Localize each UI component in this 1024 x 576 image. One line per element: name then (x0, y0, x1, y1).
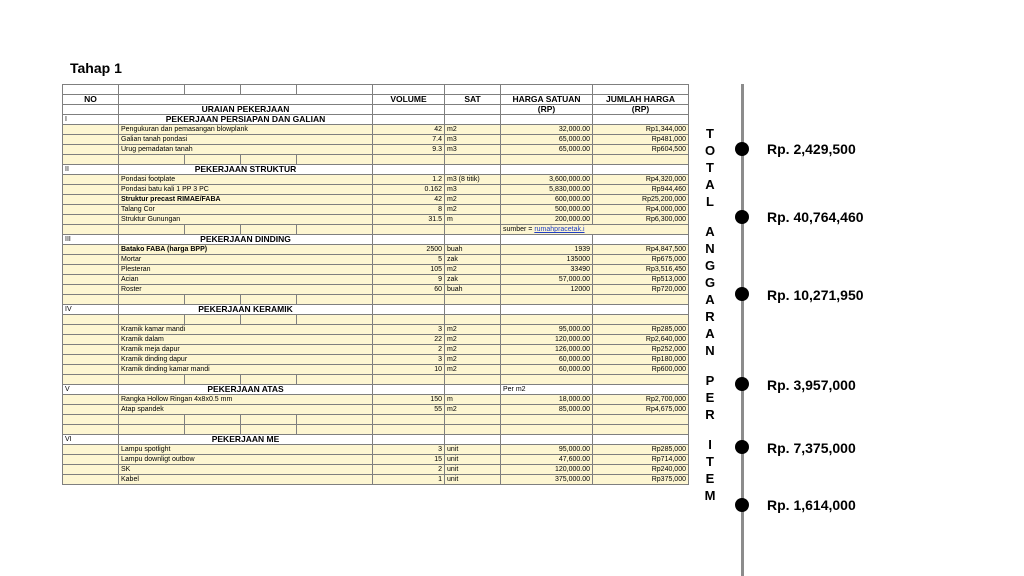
item-volume: 2500 (373, 245, 445, 255)
section-number: VI (63, 435, 119, 445)
total-amount-3: Rp. 10,271,950 (767, 287, 864, 303)
item-unit-price: 1939 (501, 245, 593, 255)
item-description: Kramik kamar mandi (119, 325, 373, 335)
table-row (63, 345, 689, 355)
total-amount-1: Rp. 2,429,500 (767, 141, 856, 157)
table-row (63, 365, 689, 375)
item-unit: zak (445, 275, 501, 285)
vertical-label-letter: O (704, 143, 716, 158)
item-description: Kramik dinding dapur (119, 355, 373, 365)
item-total: Rp252,000 (593, 345, 689, 355)
item-unit: m3 (8 titik) (445, 175, 501, 185)
item-unit-price: 65,000.00 (501, 135, 593, 145)
item-volume: 9 (373, 275, 445, 285)
item-unit: m2 (445, 345, 501, 355)
section-title: PEKERJAAN KERAMIK (119, 305, 373, 315)
item-unit-price: 95,000.00 (501, 325, 593, 335)
table-row (63, 325, 689, 335)
item-volume: 150 (373, 395, 445, 405)
item-unit: m2 (445, 265, 501, 275)
vertical-label-letter (702, 359, 718, 372)
table-row (63, 175, 689, 185)
item-description: Mortar (119, 255, 373, 265)
timeline-dot (735, 498, 749, 512)
vertical-label-letter: T (706, 454, 714, 469)
table-row (63, 405, 689, 415)
table-row (63, 465, 689, 475)
section-row (63, 305, 689, 315)
item-unit: m3 (445, 145, 501, 155)
vertical-label-letter: L (706, 194, 714, 209)
vertical-label-letter: G (704, 275, 716, 290)
vertical-label-letter (702, 210, 718, 223)
item-unit: m2 (445, 405, 501, 415)
table-row (63, 245, 689, 255)
item-total: Rp2,640,000 (593, 335, 689, 345)
timeline-dot (735, 287, 749, 301)
item-volume: 5 (373, 255, 445, 265)
table-row (63, 395, 689, 405)
table-row (63, 475, 689, 485)
item-description: Struktur Gunungan (119, 215, 373, 225)
item-volume: 2 (373, 465, 445, 475)
item-description: Acian (119, 275, 373, 285)
item-unit-price: 32,000.00 (501, 125, 593, 135)
item-unit-price: 135000 (501, 255, 593, 265)
item-unit-price: 120,000.00 (501, 465, 593, 475)
item-unit-price: 60,000.00 (501, 365, 593, 375)
vertical-label-letter: E (705, 390, 715, 405)
item-description: Kramik dinding kamar mandi (119, 365, 373, 375)
item-description: Struktur precast RIMAE/FABA (119, 195, 373, 205)
vertical-label-letter: R (705, 309, 715, 324)
item-total: Rp375,000 (593, 475, 689, 485)
item-description: Plesteran (119, 265, 373, 275)
item-description: Lampu downligt outbow (119, 455, 373, 465)
col-header-jumlah: JUMLAH HARGA (593, 95, 689, 105)
item-unit: zak (445, 255, 501, 265)
vertical-label-letter: N (705, 241, 715, 256)
item-unit: m2 (445, 335, 501, 345)
item-total: Rp285,000 (593, 325, 689, 335)
item-description: Urug pemadatan tanah (119, 145, 373, 155)
table-row (63, 185, 689, 195)
item-volume: 31.5 (373, 215, 445, 225)
item-unit-price: 95,000.00 (501, 445, 593, 455)
table-row (63, 195, 689, 205)
table-row (63, 355, 689, 365)
section-number: III (63, 235, 119, 245)
table-row (63, 455, 689, 465)
section-title: PEKERJAAN ME (119, 435, 373, 445)
section-number: V (63, 385, 119, 395)
vertical-label-letter: A (705, 224, 715, 239)
item-description: Pondasi footplate (119, 175, 373, 185)
item-description: Kramik dalam (119, 335, 373, 345)
page-title: Tahap 1 (70, 60, 122, 76)
item-volume: 55 (373, 405, 445, 415)
vertical-label-letter (702, 423, 718, 436)
header-row (63, 85, 689, 95)
section-title: PEKERJAAN DINDING (119, 235, 373, 245)
table-row (63, 205, 689, 215)
item-total: Rp4,000,000 (593, 205, 689, 215)
item-total: Rp1,344,000 (593, 125, 689, 135)
item-volume: 3 (373, 325, 445, 335)
col-header-no: NO (63, 95, 119, 105)
section-number: II (63, 165, 119, 175)
item-unit: m (445, 215, 501, 225)
source-row (63, 225, 689, 235)
timeline-dot (735, 210, 749, 224)
item-volume: 0.162 (373, 185, 445, 195)
item-description: Galian tanah pondasi (119, 135, 373, 145)
section-row (63, 385, 689, 395)
vertical-label-letter: A (705, 326, 715, 341)
source-link[interactable]: rumahpracetak.i (534, 226, 585, 233)
item-volume: 15 (373, 455, 445, 465)
item-total: Rp944,460 (593, 185, 689, 195)
item-total: Rp25,200,000 (593, 195, 689, 205)
item-volume: 7.4 (373, 135, 445, 145)
section-title: PEKERJAAN ATAS (119, 385, 373, 395)
timeline-dot (735, 142, 749, 156)
section-number: IV (63, 305, 119, 315)
table-row (63, 445, 689, 455)
item-unit-price: 33490 (501, 265, 593, 275)
section-note: Per m2 (501, 385, 593, 395)
vertical-label-letter: I (708, 437, 712, 452)
blank-row (63, 295, 689, 305)
budget-table (62, 84, 688, 536)
item-total: Rp675,000 (593, 255, 689, 265)
table-row (63, 135, 689, 145)
blank-row (63, 155, 689, 165)
item-unit-price: 60,000.00 (501, 355, 593, 365)
header-row (63, 95, 689, 105)
item-description: SK (119, 465, 373, 475)
item-unit-price: 375,000.00 (501, 475, 593, 485)
section-title: PEKERJAAN PERSIAPAN DAN GALIAN (119, 115, 373, 125)
header-row (63, 105, 689, 115)
table-row (63, 255, 689, 265)
item-volume: 8 (373, 205, 445, 215)
vertical-label-letter: G (704, 258, 716, 273)
item-unit: m (445, 395, 501, 405)
item-unit-price: 120,000.00 (501, 335, 593, 345)
vertical-label-letter: A (705, 177, 715, 192)
item-unit-price: 12000 (501, 285, 593, 295)
item-unit: m2 (445, 325, 501, 335)
item-unit-price: 600,000.00 (501, 195, 593, 205)
item-unit-price: 500,000.00 (501, 205, 593, 215)
item-unit: unit (445, 465, 501, 475)
item-volume: 3 (373, 355, 445, 365)
item-total: Rp4,847,500 (593, 245, 689, 255)
item-total: Rp6,300,000 (593, 215, 689, 225)
col-header-harga-unit: (RP) (501, 105, 593, 115)
col-header-uraian: URAIAN PEKERJAAN (119, 105, 373, 115)
item-total: Rp513,000 (593, 275, 689, 285)
item-unit-price: 3,600,000.00 (501, 175, 593, 185)
item-volume: 42 (373, 195, 445, 205)
item-volume: 3 (373, 445, 445, 455)
item-unit: m2 (445, 125, 501, 135)
item-description: Atap spandek (119, 405, 373, 415)
total-amount-4: Rp. 3,957,000 (767, 377, 856, 393)
vertical-label-letter: N (705, 343, 715, 358)
item-total: Rp2,700,000 (593, 395, 689, 405)
item-volume: 1 (373, 475, 445, 485)
item-unit: unit (445, 445, 501, 455)
item-unit: m3 (445, 185, 501, 195)
item-unit-price: 18,000.00 (501, 395, 593, 405)
section-row (63, 165, 689, 175)
item-total: Rp4,675,000 (593, 405, 689, 415)
item-unit: m2 (445, 355, 501, 365)
section-row (63, 435, 689, 445)
item-volume: 42 (373, 125, 445, 135)
table-row (63, 285, 689, 295)
item-volume: 22 (373, 335, 445, 345)
item-unit-price: 5,830,000.00 (501, 185, 593, 195)
item-unit: m2 (445, 195, 501, 205)
section-row (63, 235, 689, 245)
item-unit: m2 (445, 365, 501, 375)
col-header-jumlah-unit: (RP) (593, 105, 689, 115)
item-total: Rp604,500 (593, 145, 689, 155)
item-volume: 10 (373, 365, 445, 375)
vertical-label-letter: T (706, 160, 714, 175)
item-total: Rp3,516,450 (593, 265, 689, 275)
timeline-dot (735, 377, 749, 391)
col-header-volume: VOLUME (373, 95, 445, 105)
total-amount-5: Rp. 7,375,000 (767, 440, 856, 456)
table-row (63, 215, 689, 225)
item-volume: 9.3 (373, 145, 445, 155)
blank-row (63, 425, 689, 435)
item-total: Rp4,320,000 (593, 175, 689, 185)
item-volume: 2 (373, 345, 445, 355)
total-amount-6: Rp. 1,614,000 (767, 497, 856, 513)
item-unit: m2 (445, 205, 501, 215)
item-description: Pondasi batu kali 1 PP 3 PC (119, 185, 373, 195)
source-cell (501, 225, 689, 235)
item-description: Rangka Hollow Ringan 4x8x0.5 mm (119, 395, 373, 405)
vertical-label-letter: M (704, 488, 716, 503)
item-unit-price: 65,000.00 (501, 145, 593, 155)
item-unit: unit (445, 475, 501, 485)
item-unit: buah (445, 285, 501, 295)
vertical-label-letter: A (705, 292, 715, 307)
item-total: Rp714,000 (593, 455, 689, 465)
item-total: Rp600,000 (593, 365, 689, 375)
item-total: Rp481,000 (593, 135, 689, 145)
total-amount-2: Rp. 40,764,460 (767, 209, 864, 225)
item-description: Batako FABA (harga BPP) (119, 245, 373, 255)
table-row (63, 265, 689, 275)
item-description: Pengukuran dan pemasangan blowplank (119, 125, 373, 135)
table-row (63, 125, 689, 135)
blank-row (63, 415, 689, 425)
item-unit-price: 126,000.00 (501, 345, 593, 355)
section-number: I (63, 115, 119, 125)
item-total: Rp240,000 (593, 465, 689, 475)
item-total: Rp285,000 (593, 445, 689, 455)
item-description: Kabel (119, 475, 373, 485)
timeline-dot (735, 440, 749, 454)
col-header-harga: HARGA SATUAN (501, 95, 593, 105)
table-row (63, 275, 689, 285)
item-description: Kramik meja dapur (119, 345, 373, 355)
section-title: PEKERJAAN STRUKTUR (119, 165, 373, 175)
item-total: Rp720,000 (593, 285, 689, 295)
item-unit-price: 85,000.00 (501, 405, 593, 415)
vertical-label-letter: E (705, 471, 715, 486)
item-unit-price: 47,600.00 (501, 455, 593, 465)
item-total: Rp180,000 (593, 355, 689, 365)
vertical-label-letter: R (705, 407, 715, 422)
col-header-sat: SAT (445, 95, 501, 105)
item-unit-price: 57,000.00 (501, 275, 593, 285)
item-volume: 1.2 (373, 175, 445, 185)
item-description: Lampu spotlight (119, 445, 373, 455)
table-row (63, 335, 689, 345)
vertical-label-letter: P (705, 373, 715, 388)
item-unit: unit (445, 455, 501, 465)
item-description: Talang Cor (119, 205, 373, 215)
blank-row (63, 315, 689, 325)
source-label: sumber = (503, 226, 535, 233)
vertical-label-letter: T (706, 126, 714, 141)
item-unit: m3 (445, 135, 501, 145)
total-per-item-vertical-label (702, 125, 718, 504)
blank-row (63, 375, 689, 385)
item-volume: 105 (373, 265, 445, 275)
item-volume: 60 (373, 285, 445, 295)
item-unit: buah (445, 245, 501, 255)
table-row (63, 145, 689, 155)
section-row (63, 115, 689, 125)
item-description: Roster (119, 285, 373, 295)
item-unit-price: 200,000.00 (501, 215, 593, 225)
